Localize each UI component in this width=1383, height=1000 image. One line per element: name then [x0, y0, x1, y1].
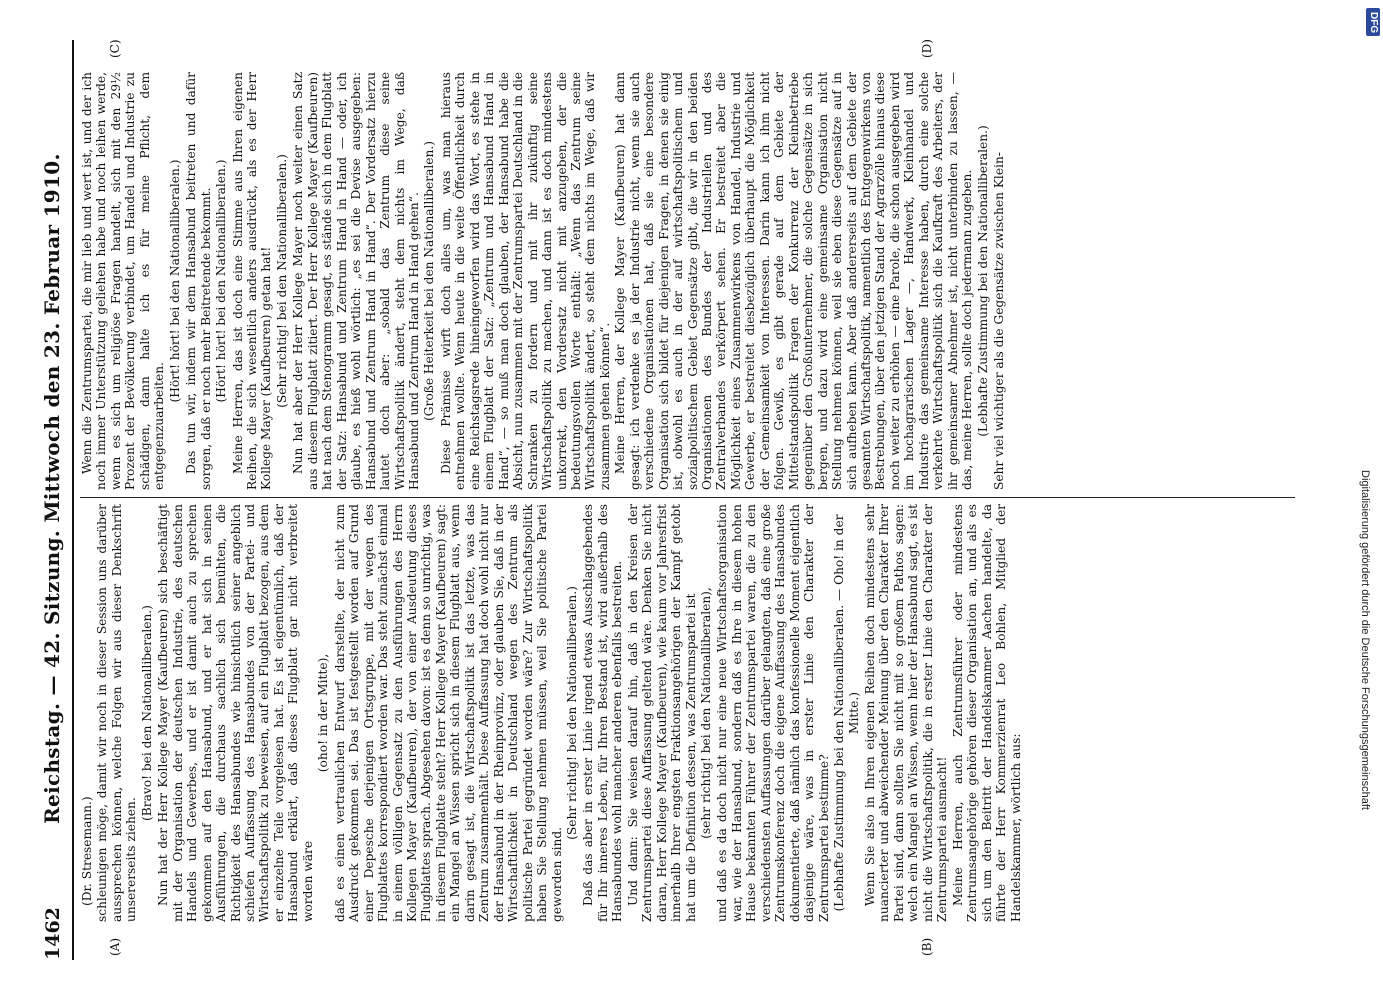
remark: (oho! in der Mitte), — [316, 653, 331, 773]
page-header — [40, 40, 68, 960]
quote-paragraph: Das tun wir, indem wir dem Hansabund beitreten und dafür sorgen, daß er noch mehr Beitretende bekommt. — [184, 72, 213, 490]
remark: (sehr richtig! bei den Nationalliberalen), — [699, 587, 714, 839]
left-column — [80, 504, 1024, 922]
paragraph: daß es einen vertraulichen Entwurf darstellte, der nicht zum Ausdruck gekommen sei. Das ist festgestellt worden auf Grund einer Depesche derjenigen Ortsgruppe, mit der wegen des Flugblattes korrespondiert worden war. Das steht zunächst einmal in einem völligen Gegensatz zu den Ausführungen des Herrn Kollegen Mayer (Kaufbeuren), der von einer Ausdeutung dieses Flugblattes sprach. Abgesehen davon: ist es denn so unrichtig, was in diesem Flugblatte steht? Herr Kollege Mayer (Kaufbeuren) sagt: ein Mangel an Wissen spricht sich in diesem Flugblatt aus, wenn darin gesagt ist, die Wirtschaftspolitik ist das letzte, was das Zentrum zusammenhält. Diese Auffassung hat doch wohl nicht nur der Hansabund in der Rheinprovinz, oder glauben Sie, daß in der Wirtschaftlichkeit in Deutschland wegen des Zentrum als politische Partei gegründet worden wäre? Zur Wirtschaftspolitik haben Sie Stellung nehmen müssen, weil Sie politische Partei geworden sind. — [332, 504, 564, 922]
paragraph: und daß es da doch nicht nur eine neue Wirtschaftsorganisation war, wie der Hansabund, sondern daß es Ihre in diesem hohen Hause bekannten Führer der Zentrumspartei waren, die zu den verschiedensten Auffassungen darüber gelangten, daß eine große Zentrumskonferenz doch die eigene Auffassung des Hansabundes dokumentierte, daß nämlich das konfessionelle Moment eigentlich dasjenige wäre, was in erster Linie den Charakter der Zentrumspartei bestimme? — [715, 504, 831, 922]
remark: (Lebhafte Zustimmung bei den Nationalliberalen. — Oho! in der Mitte.) — [832, 514, 861, 912]
digitization-note-text: Digitalisierung gefördert durch die Deutsche Forschungsgemeinschaft — [1359, 470, 1371, 810]
paragraph: Meine Herren, der Kollege Mayer (Kaufbeuren) hat dann gesagt: ich verdenke es ja der Industrie nicht, wenn sie auch verschiedene Organisationen hat, daß sie eine besondere Organisation sich bildet für diejenigen Fragen, in denen sie einig ist, obwohl es auch in der auf wirtschaftspolitischem und sozialpolitischem Gebiet Gegensätze gibt, die wir in den beiden Organisationen des Bundes der Industriellen und des Zentralverbandes verkörpert sehen. Er bestreitet aber die Möglichkeit eines Zusammenwirkens von Handel, Industrie und Gewerbe, er bestreitet diesbezüglich überhaupt die Möglichkeit der Gemeinsamkeit von Interessen. Darin kann ich ihm nicht folgen. Gewiß, es gibt gerade auf dem Gebiete der Mittelstandspolitik Fragen der Konkurrenz der Kleinbetriebe gegenüber den Großunternehmer, die solche Gegensätze in sich bergen, und dazu wird eine gemeinsame Organisation nicht Stellung nehmen können, weil sie eben diese Gegensätze auf in sich aufheben kann. Aber daß andererseits auf dem Gebiete der gesamten Wirtschaftspolitik, namentlich des Entgegenwirkens von Bestrebungen, über den jetzigen Stand der Agrarzölle hinaus diese noch weiter zu erhöhen — eine Parole, die schon ausgegeben wird im hochagrarischen Lager —, Handwerk, Kleinhandel und Industrie das gemeinsame Interesse haben, durch eine solche verkehrte Wirtschaftspolitik sich die Kaufkraft des Arbeiters, der ihr gemeinsamer Abnehmer ist, nicht unterbinden zu lassen, — das, meine Herren, sollte doch jedermann zugeben. — [613, 72, 975, 490]
remark: (Hört! hört! bei den Nationalliberalen.) — [214, 159, 229, 403]
paragraph: Daß das aber in erster Linie irgend etwas Ausschlaggebendes für Ihr inneres Leben, für Ihren Bestand ist, wird außerhalb des Hansabundes wohl mancher anderen ebenfalls bestreiten. — [581, 504, 625, 922]
speaker-tag: (Dr. Stresemann.) — [80, 796, 94, 906]
paragraph: schleunigen möge, damit wir noch in dieser Session uns darüber aussprechen können, welche Folgen wir aus dieser Denkschrift unsererseits ziehen. — [95, 504, 139, 922]
margin-label-c: (C) — [108, 39, 122, 58]
column-divider — [80, 497, 1295, 498]
remark: (Bravo! bei den Nationalliberalen.) — [139, 605, 154, 821]
paragraph: Meine Herren, auch Zentrumsführer oder mindestens Zentrumsangehörige gehören dieser Organisation an, und als es sich um den Beitritt der Handelskammer Aachen handelte, da führte der Herr Kommerzienrat Leo Bohlen, Mitglied der Handelskammer, wörtlich aus: — [950, 504, 1023, 922]
margin-label-a: (A) — [108, 937, 122, 956]
paragraph: Und dann: Sie weisen darauf hin, daß in den Kreisen der Zentrumspartei diese Auffassung geltend wäre. Denken Sie nicht daran, Herr Kollege Mayer (Kaufbeuren), wie kaum vor Jahresfrist innerhalb Ihrer engsten Fraktionsangehörigen der Kampf getobt hat um die Definition dessen, was Zentrumspartei ist — [625, 504, 698, 922]
right-column — [80, 72, 1008, 490]
remark: (Sehr richtig! bei den Nationalliberalen.) — [274, 154, 289, 408]
remark: (Hört! hört! bei den Nationalliberalen.) — [167, 159, 182, 403]
running-title: Reichstag. — 42. Sitzung. Mittwoch den 23. Februar 1910. — [40, 153, 64, 824]
margin-label-b: (B) — [920, 937, 934, 956]
paragraph: Wenn Sie also in Ihren eigenen Reihen doch mindestens sehr nuancierter und abweichender Meinung über den Charakter Ihrer Partei sind, dann sollten Sie nicht mit so großem Pathos sagen: welch ein Mangel an Wissen, wenn hier der Hansabund sagt, es ist nicht die Wirtschaftspolitik, die in erster Linie den Charakter der Zentrumspartei ausmacht! — [863, 504, 950, 922]
dfg-logo — [1366, 8, 1380, 36]
margin-label-d: (D) — [920, 39, 934, 58]
header-rule — [72, 40, 74, 960]
quote-paragraph: Wenn die Zentrumspartei, die mir lieb und wert ist, und der ich noch immer Unterstützung geliehen habe und noch leihen werde, wenn es sich um religiöse Fragen handelt, sich mit den 29½ Prozent der Bevölkerung verbindet, um Handel und Industrie zu schädigen, dann halte ich es für meine Pflicht, dem entgegenzuarbeiten. — [80, 72, 167, 490]
paragraph: Nun hat aber der Herr Kollege Mayer noch weiter einen Satz aus diesem Flugblatt zitiert. Der Herr Kollege Mayer (Kaufbeuren) hat nach dem Stenogramm gesagt, es stände sich in dem Flugblatt der Satz: Hansabund und Zentrum Hand in Hand — oder, ich glaube, es hieß wohl wörtlich: „es sei die Devise ausgegeben: Hansabund und Zentrum Hand in Hand“. Der Vordersatz hierzu lautet doch aber: „sobald das Zentrum diese seine Wirtschaftspolitik ändert, steht dem nichts im Wege, daß Hansabund und Zentrum Hand in Hand gehen“. — [291, 72, 421, 490]
paragraph: Sehr viel wichtiger als die Gegensätze zwischen Klein- — [992, 152, 1007, 490]
dfg-logo-text: DFG — [1368, 12, 1379, 34]
paragraph: Meine Herren, das ist doch eine Stimme aus Ihren eigenen Reihen, die sich wesentlich anders ausdrückt, als es der Herr Kollege Mayer (Kaufbeuren) getan hat! — [230, 72, 274, 490]
paragraph: Nun hat der Herr Kollege Mayer (Kaufbeuren) sich beschäftigt mit der Organisation der deutschen Industrie, des deutschen Handels und Gewerbes, und er ist damit auch zu sprechen gekommen auf den Hansabund, und er hat sich in seinen Ausführungen, die durchaus sachlich sich bemühten, die Richtigkeit des Hansabundes wie hinsichtlich seiner angeblich schiefen Auffassung des Hansabundes von der Partei- und Wirtschaftspolitik zu beweisen, auf ein Flugblatt bezogen, aus dem er einzelne Teile vorgelesen hat. Es ist eigentümlich, daß der Hansabund erklärt, daß dieses Flugblatt gar nicht verbreitet worden wäre — [156, 504, 315, 922]
remark: (Sehr richtig! bei den Nationalliberalen.) — [564, 586, 579, 840]
remark: (Große Heiterkeit bei den Nationalliberalen.) — [422, 141, 437, 421]
page-number: 1462 — [42, 907, 64, 960]
paragraph: Diese Prämisse wirft doch alles um, was man hieraus entnehmen wollte. Wenn heute in die weite Öffentlichkeit durch eine Reichstagsrede hineingeworfen wird das Wort, es stehe in einem Flugblatt der Satz: „Zentrum und Hansabund Hand in Hand“, — so muß man doch glauben, der Hansabund habe die Absicht, nun zusammen mit der Zentrumspartei Deutschland in die Schranken zu fordern und mit ihr zukünftig seine Wirtschaftspolitik zu machen, und dann ist es doch mindestens unkorrekt, den Vordersatz nicht mit anzugeben, der die bedeutungsvollen Worte enthält: „Wenn das Zentrum seine Wirtschaftspolitik ändert, so steht dem nichts im Wege, daß wir zusammen gehen können“. — [438, 72, 612, 490]
remark: (Lebhafte Zustimmung bei den Nationalliberalen.) — [975, 125, 990, 437]
